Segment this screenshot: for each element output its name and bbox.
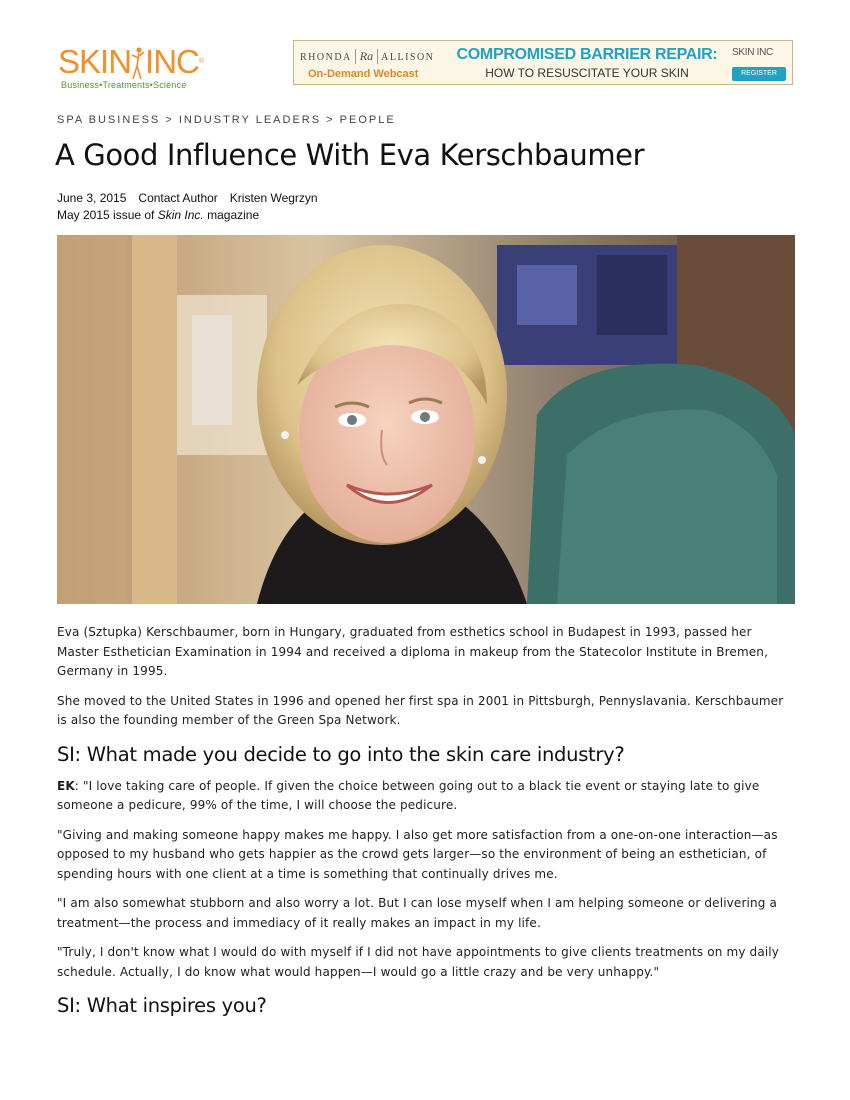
breadcrumb-people[interactable]: PEOPLE	[339, 114, 396, 126]
article-hero-photo	[57, 235, 795, 604]
author-link[interactable]: Kristen Wegrzyn	[229, 191, 318, 205]
paragraph-text: : "I love taking care of people. If given the choice between going out to a black tie event or staying late to give someone a pedicure, 99% of the time, I will choose the pedicure.	[57, 778, 760, 812]
issue-line	[57, 207, 318, 224]
ad-brand-right: ALLISON	[381, 52, 435, 63]
breadcrumb-separator: >	[326, 114, 335, 126]
ad-subheadline: HOW TO RESUSCITATE YOUR SKIN	[485, 66, 689, 80]
portrait-photo	[57, 235, 795, 604]
ad-register-button[interactable]: REGISTER	[732, 67, 786, 81]
logo-tagline: Business•Treatments•Science	[61, 80, 187, 90]
article-body	[57, 623, 795, 1028]
site-logo[interactable]	[58, 44, 228, 100]
section-heading: SI: What made you decide to go into the skin care industry?	[57, 742, 625, 766]
ad-headline: COMPROMISED BARRIER REPAIR:	[456, 46, 718, 63]
logo-text-right: INC	[145, 43, 199, 80]
issue-prefix: May 2015 issue of	[57, 208, 158, 222]
paragraph: Eva (Sztupka) Kerschbaumer, born in Hungary, graduated from esthetics school in Budapest in 1993, passed her Master Esthetician Examination in 1994 and received a diploma in makeup from the Statecolor Institute in Bremen, Germany in 1995.	[57, 625, 769, 678]
issue-suffix: magazine	[203, 208, 260, 222]
breadcrumb-industry-leaders[interactable]: INDUSTRY LEADERS	[178, 114, 322, 126]
paragraph: "I am also somewhat stubborn and also worry a lot. But I can lose myself when I am helping someone or delivering a treatment—the process and immediacy of it really makes an impact in my life.	[57, 896, 778, 930]
webcast-banner-ad[interactable]	[293, 40, 793, 85]
contact-author-link[interactable]: Contact Author	[138, 191, 218, 205]
breadcrumb-spa-business[interactable]: SPA BUSINESS	[57, 114, 161, 126]
ad-subtitle: On-Demand Webcast	[308, 68, 419, 80]
article-date: June 3, 2015	[57, 191, 127, 205]
section-heading: SI: What inspires you?	[57, 994, 267, 1017]
article-meta	[57, 190, 318, 224]
ad-brand-mark: Ra	[355, 49, 378, 64]
ad-partner-logo: SKIN INC	[732, 47, 773, 58]
trademark-icon: ®	[198, 58, 204, 65]
paragraph: "Giving and making someone happy makes me happy. I also get more satisfaction from a one-on-one interaction—as opposed to my husband who gets happier as the crowd gets larger—so the environment of being an esthetician, of spending hours with one client at a time is something that continually drives me.	[57, 827, 778, 881]
magazine-name[interactable]: Skin Inc.	[157, 208, 204, 222]
paragraph	[57, 777, 795, 816]
breadcrumb	[57, 114, 396, 126]
ad-brand	[300, 49, 434, 64]
logo-figure-icon	[131, 46, 145, 80]
ad-brand-left: RHONDA	[300, 52, 352, 63]
article-title: A Good Influence With Eva Kerschbaumer	[55, 138, 645, 172]
logo-text-left: SKIN	[58, 43, 132, 80]
speaker-label: EK	[57, 778, 75, 793]
breadcrumb-separator: >	[165, 114, 174, 126]
paragraph: "Truly, I don't know what I would do with myself if I did not have appointments to give clients treatments on my daily schedule. Actually, I do know what would happen—I would go a little crazy and be very unhappy."	[57, 945, 780, 979]
paragraph: She moved to the United States in 1996 and opened her first spa in 2001 in Pittsburgh, Pennyslavania. Kerschbaumer is also the founding member of the Green Spa Network.	[57, 693, 784, 727]
